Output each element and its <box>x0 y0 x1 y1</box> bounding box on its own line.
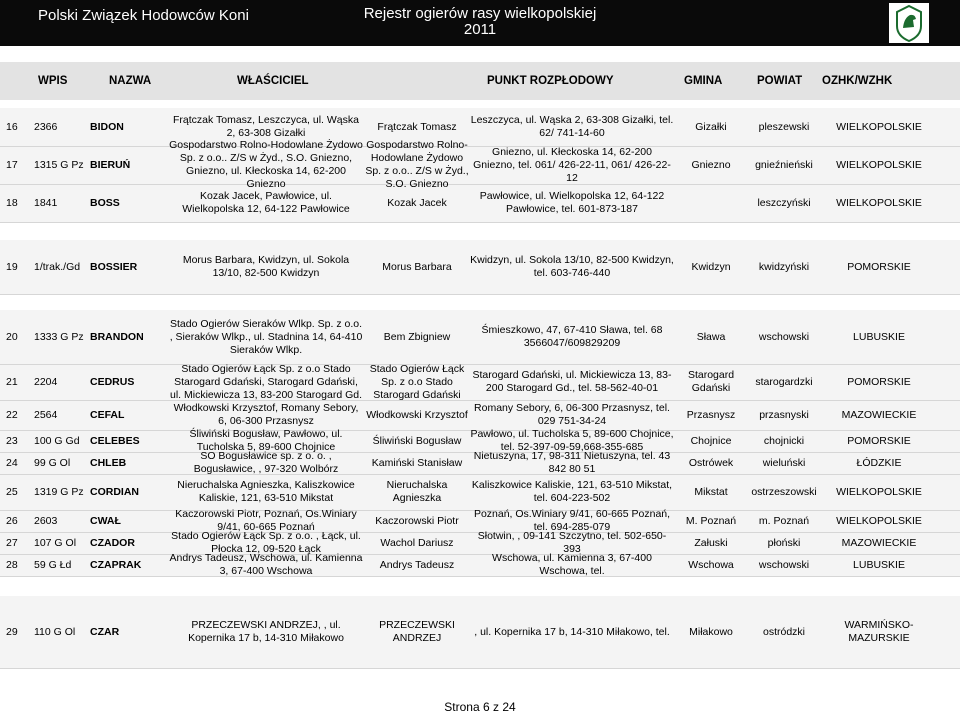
stud-point: Wachol Dariusz <box>380 537 454 549</box>
gmina: Wschowa <box>688 559 734 571</box>
gmina: Przasnysz <box>686 409 736 421</box>
ozhk: WIELKOPOLSKIE <box>836 197 922 209</box>
stud-address: , ul. Kopernika 17 b, 14-310 Miłakowo, tel. <box>474 626 670 638</box>
row-number: 23 <box>6 435 18 447</box>
owner: Stado Ogierów Łąck Sp. z o.o. , Łąck, ul. Płocka 12, 09-520 Łąck <box>171 530 361 555</box>
col-punkt: PUNKT ROZPŁODOWY <box>487 75 614 87</box>
row-number: 25 <box>6 486 18 498</box>
registry-number: 1841 <box>34 197 58 209</box>
stud-address: Pawłowo, ul. Tucholska 5, 89-600 Chojnice, tel. 52-397-09-59,668-355-685 <box>470 428 674 453</box>
powiat: płoński <box>767 537 801 549</box>
stud-point: Frątczak Tomasz <box>377 121 457 133</box>
col-gmina: GMINA <box>684 75 723 87</box>
stud-point: Włodkowski Krzysztof <box>366 409 468 421</box>
page-number: Strona 6 z 24 <box>444 700 516 714</box>
stallion-name: CEFAL <box>90 409 125 421</box>
stallion-name: BRANDON <box>90 331 144 343</box>
owner: Frątczak Tomasz, Leszczyca, ul. Wąska 2, 63-308 Gizałki <box>173 114 359 139</box>
row-number: 20 <box>6 331 18 343</box>
col-powiat: POWIAT <box>757 75 803 87</box>
gmina: Miłakowo <box>689 626 733 638</box>
ozhk: ŁÓDZKIE <box>856 457 902 469</box>
gmina: Gizałki <box>695 121 727 133</box>
gmina: Mikstat <box>694 486 728 498</box>
registry-number: 1319 G Pz <box>34 486 84 498</box>
stallion-name: CEDRUS <box>90 376 135 388</box>
stud-point: PRZECZEWSKI ANDRZEJ <box>379 619 455 644</box>
document-title <box>0 6 960 38</box>
registry-number: 100 G Gd <box>34 435 80 447</box>
col-wlasciciel: WŁAŚCICIEL <box>237 75 309 87</box>
row-number: 21 <box>6 376 18 388</box>
stallion-name: BIDON <box>90 121 124 133</box>
stud-point: Morus Barbara <box>382 261 452 273</box>
stallion-name: CWAŁ <box>90 515 121 527</box>
registry-number: 1315 G Pz <box>34 159 84 171</box>
registry-number: 2204 <box>34 376 58 388</box>
stallion-name: CZADOR <box>90 537 135 549</box>
row-divider <box>0 364 960 365</box>
powiat: wschowski <box>758 559 810 571</box>
stallion-name: CZAR <box>90 626 120 638</box>
col-nazwa: NAZWA <box>109 75 152 87</box>
registry-number: 1/trak./Gd <box>34 261 81 273</box>
stud-point: Stado Ogierów Łąck Sp. z o.o Stado Starogard Gdański <box>369 363 465 401</box>
gmina: Sława <box>696 331 726 343</box>
association-name: Polski Związek Hodowców Koni <box>38 7 249 24</box>
ozhk: LUBUSKIE <box>853 331 905 343</box>
stallion-name: CORDIAN <box>90 486 139 498</box>
registry-number: 110 G Ol <box>34 626 76 638</box>
row-number: 28 <box>6 559 18 571</box>
powiat: chojnicki <box>763 435 805 447</box>
owner: Stado Ogierów Sieraków Wlkp. Sp. z o.o. , Sieraków Wlkp., ul. Stadnina 14, 64-410 Sieraków Wlkp. <box>169 318 363 356</box>
stud-address: Leszczyca, ul. Wąska 2, 63-308 Gizałki, tel. 62/ 741-14-60 <box>470 114 674 139</box>
stud-address: Kaliszkowice Kaliskie, 121, 63-510 Mikstat, tel. 604-223-502 <box>471 479 673 504</box>
registry-number: 2564 <box>34 409 58 421</box>
stud-address: Starogard Gdański, ul. Mickiewicza 13, 83-200 Starogard Gd., tel. 58-562-40-01 <box>472 369 672 394</box>
owner: Gospodarstwo Rolno-Hodowlane Żydowo Sp. z o.o.. Z/S w Żyd., S.O. Gniezno, Gniezno, ul. Kłeckoska 14, 62-200 Gniezno <box>169 139 363 190</box>
owner: Śliwiński Bogusław, Pawłowo, ul. Tucholska 5, 89-600 Chojnice <box>189 428 343 453</box>
row-number: 22 <box>6 409 18 421</box>
registry-number: 2603 <box>34 515 58 527</box>
stallion-name: BIERUŃ <box>90 159 131 171</box>
stud-address: Nietuszyna, 17, 98-311 Nietuszyna, tel. 43 842 80 51 <box>473 450 671 475</box>
row-divider <box>0 222 960 223</box>
ozhk: MAZOWIECKIE <box>841 409 917 421</box>
owner: Nieruchalska Agnieszka, Kaliszkowice Kaliskie, 121, 63-510 Mikstat <box>177 479 355 504</box>
ozhk: POMORSKIE <box>847 435 911 447</box>
owner: SO Bogusławice sp. z o. o. , Bogusławice, , 97-320 Wolbórz <box>193 450 339 475</box>
gmina: Załuski <box>694 537 728 549</box>
ozhk: WIELKOPOLSKIE <box>836 159 922 171</box>
ozhk: WIELKOPOLSKIE <box>836 515 922 527</box>
powiat: ostródzki <box>762 626 805 638</box>
row-number: 24 <box>6 457 18 469</box>
stud-point: Nieruchalska Agnieszka <box>386 479 448 504</box>
stud-point: Kozak Jacek <box>387 197 447 209</box>
stud-point: Kamiński Stanisław <box>371 457 463 469</box>
stud-address: Romany Sebory, 6, 06-300 Przasnysz, tel. 029 751-34-24 <box>474 402 670 427</box>
stud-address: Gniezno, ul. Kłeckoska 14, 62-200 Gniezno, tel. 061/ 426-22-11, 061/ 426-22-12 <box>473 146 671 184</box>
owner: Kaczorowski Piotr, Poznań, Os.Winiary 9/41, 60-665 Poznań <box>175 508 357 533</box>
row-divider <box>0 668 960 669</box>
stud-point: Bem Zbigniew <box>383 331 451 343</box>
stallion-name: CZAPRAK <box>90 559 142 571</box>
row-number: 29 <box>6 626 18 638</box>
owner: Włodkowski Krzysztof, Romany Sebory, 6, 06-300 Przasnysz <box>173 402 359 427</box>
powiat: pleszewski <box>758 121 810 133</box>
row-number: 17 <box>6 159 18 171</box>
gmina: Chojnice <box>690 435 732 447</box>
document-title-line1: Rejestr ogierów rasy wielkopolskiej <box>363 5 597 22</box>
stud-address: Wschowa, ul. Kamienna 3, 67-400 Wschowa, tel. <box>492 552 652 577</box>
col-wpis: WPIS <box>38 75 68 87</box>
stud-address: Poznań, Os.Winiary 9/41, 60-665 Poznań, tel. 694-285-079 <box>473 508 671 533</box>
document-title-year: 2011 <box>463 21 497 38</box>
registry-number: 2366 <box>34 121 58 133</box>
stud-address: Śmieszkowo, 47, 67-410 Sława, tel. 68 3566047/609829209 <box>481 324 663 349</box>
owner: Stado Ogierów Łąck Sp. z o.o Stado Starogard Gdański, Starogard Gdański, ul. Mickiewicza 13, 83-200 Starogard Gd. <box>169 363 362 401</box>
owner: Morus Barbara, Kwidzyn, ul. Sokola 13/10, 82-500 Kwidzyn <box>182 254 350 279</box>
stud-address: Słotwin, , 09-141 Szczytno, tel. 502-650-393 <box>477 530 667 555</box>
gmina: Gniezno <box>691 159 731 171</box>
registry-number: 59 G Łd <box>34 559 72 571</box>
ozhk: WARMIŃSKO-MAZURSKIE <box>844 619 914 644</box>
registry-number: 1333 G Pz <box>34 331 84 343</box>
row-divider <box>0 294 960 295</box>
powiat: przasnyski <box>759 409 809 421</box>
gmina: M. Poznań <box>685 515 737 527</box>
stallion-name: BOSS <box>90 197 120 209</box>
ozhk: WIELKOPOLSKIE <box>836 121 922 133</box>
stallion-name: CELEBES <box>90 435 140 447</box>
row-number: 27 <box>6 537 18 549</box>
powiat: leszczyński <box>757 197 811 209</box>
row-number: 16 <box>6 121 18 133</box>
row-number: 18 <box>6 197 18 209</box>
stud-point: Śliwiński Bogusław <box>372 435 462 447</box>
registry-number: 107 G Ol <box>34 537 77 549</box>
stud-address: Kwidzyn, ul. Sokola 13/10, 82-500 Kwidzyn, tel. 603-746-440 <box>470 254 674 279</box>
gmina: Ostrówek <box>688 457 734 469</box>
stallion-name: BOSSIER <box>90 261 138 273</box>
gmina: Kwidzyn <box>691 261 731 273</box>
row-number: 26 <box>6 515 18 527</box>
row-divider <box>0 400 960 401</box>
col-ozhk: OZHK/WZHK <box>822 75 893 87</box>
pzhk-logo-icon <box>888 2 930 44</box>
table-header <box>0 62 960 100</box>
powiat: wieluński <box>762 457 806 469</box>
powiat: kwidzyński <box>758 261 810 273</box>
owner: PRZECZEWSKI ANDRZEJ, , ul. Kopernika 17 b, 14-310 Miłakowo <box>188 619 344 644</box>
registry-number: 99 G Ol <box>34 457 71 469</box>
owner: Andrys Tadeusz, Wschowa, ul. Kamienna 3, 67-400 Wschowa <box>169 552 363 577</box>
ozhk: POMORSKIE <box>847 376 911 388</box>
stud-point: Andrys Tadeusz <box>379 559 455 571</box>
stallion-name: CHLEB <box>90 457 127 469</box>
owner: Kozak Jacek, Pawłowice, ul. Wielkopolska 12, 64-122 Pawłowice <box>182 190 350 215</box>
stud-point: Kaczorowski Piotr <box>375 515 459 527</box>
powiat: starogardzki <box>755 376 813 388</box>
gmina: Starogard Gdański <box>687 369 735 394</box>
stud-address: Pawłowice, ul. Wielkopolska 12, 64-122 Pawłowice, tel. 601-873-187 <box>479 190 665 215</box>
ozhk: LUBUSKIE <box>853 559 905 571</box>
stud-point: Gospodarstwo Rolno-Hodowlane Żydowo Sp. z o.o.. Z/S w Żyd., S.O. Gniezno <box>365 139 469 190</box>
row-number: 19 <box>6 261 18 273</box>
powiat: gnieźnieński <box>755 159 813 171</box>
ozhk: POMORSKIE <box>847 261 911 273</box>
powiat: m. Poznań <box>758 515 810 527</box>
powiat: ostrzeszowski <box>751 486 817 498</box>
top-banner <box>0 0 960 46</box>
ozhk: WIELKOPOLSKIE <box>836 486 922 498</box>
powiat: wschowski <box>758 331 810 343</box>
ozhk: MAZOWIECKIE <box>841 537 917 549</box>
